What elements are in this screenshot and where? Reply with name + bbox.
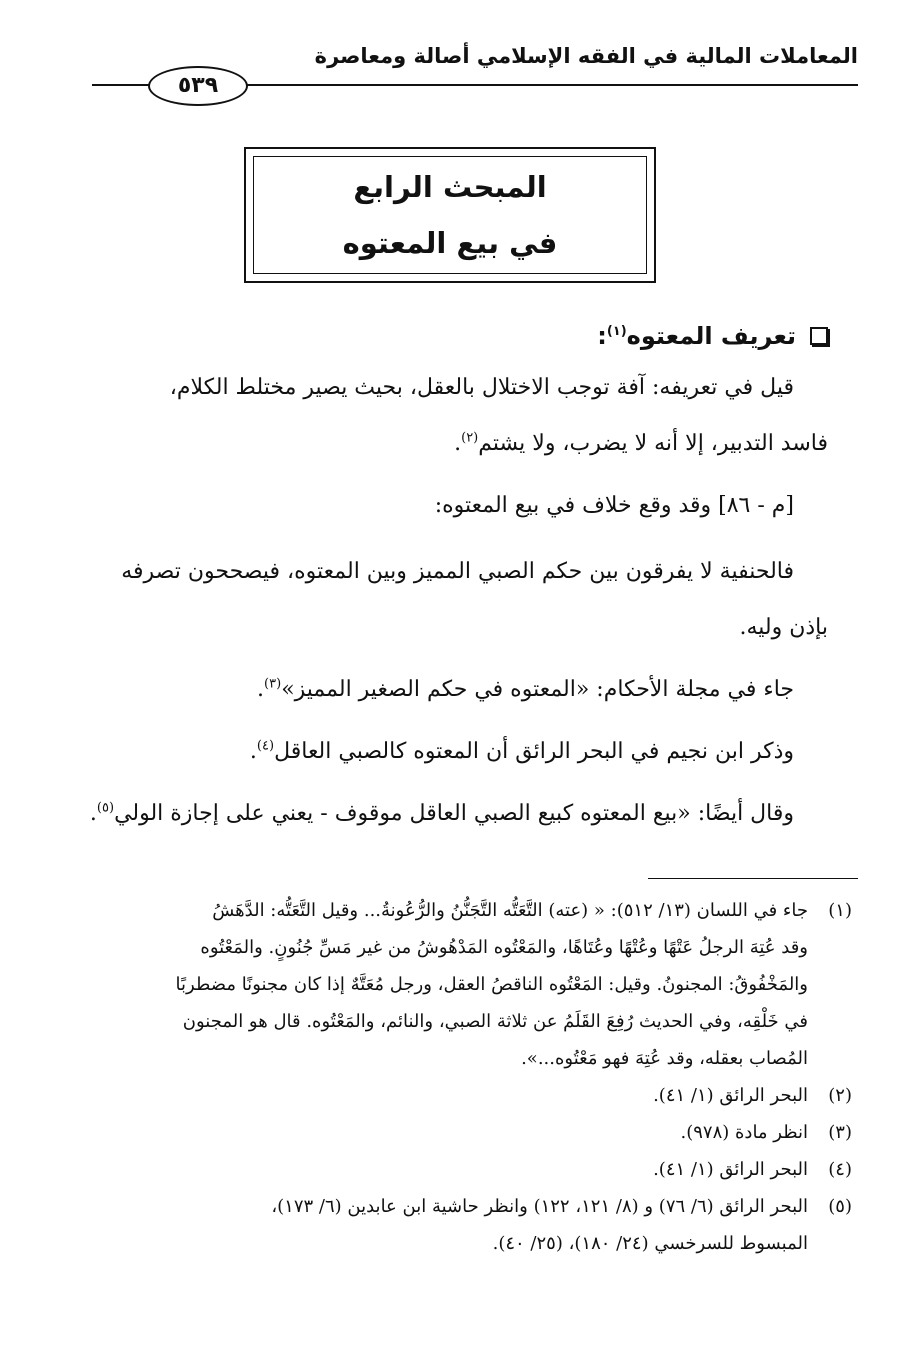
footnote-ref-1[interactable]: (١)	[606, 324, 627, 339]
footnote-text	[84, 1114, 808, 1151]
section-heading-colon: :	[597, 322, 607, 350]
also-line	[88, 786, 828, 842]
definition-line-1: قيل في تعريفه: آفة توجب الاختلال بالعقل، بحيث يصير مختلط الكلام،	[169, 375, 794, 400]
also-quote: وقال أيضًا: «بيع المعتوه كبيع الصبي العاقل موقوف - يعني على إجازة الولي	[114, 801, 794, 826]
hanafi-line-1: فالحنفية لا يفرقون بين حكم الصبي المميز وبين المعتوه، فيصححون تصرفه	[121, 559, 794, 584]
footnotes	[84, 892, 852, 1262]
chapter-title: المبحث الرابع	[353, 170, 547, 204]
running-title: المعاملات المالية في الفقه الإسلامي أصالة ومعاصرة	[314, 44, 858, 68]
footnote-line: المُصاب بعقله، وقد عُتِهَ فهو مَعْتُوه...».	[521, 1048, 808, 1069]
chapter-title-box	[244, 147, 656, 283]
footnote-line: البحر الرائق (٦/ ٧٦) و (٨/ ١٢١، ١٢٢) وانظر حاشية ابن عابدين (٦/ ١٧٣)،	[271, 1196, 808, 1217]
majalla-end: .	[257, 677, 265, 702]
footnote-number: (٣)	[828, 1122, 852, 1143]
footnote-ref-2[interactable]: (٢)	[461, 430, 479, 446]
footnote-ref-5[interactable]: (٥)	[96, 800, 115, 816]
section-heading-text: تعريف المعتوه	[626, 322, 796, 350]
footnote-2	[84, 1077, 852, 1114]
footnote-number: (٢)	[828, 1085, 852, 1106]
hanafi-line-2: بإذن وليه.	[739, 615, 828, 640]
footnote-line: المبسوط للسرخسي (٢٤/ ١٨٠)، (٢٥/ ٤٠).	[492, 1233, 808, 1254]
footnote-line: جاء في اللسان (١٣/ ٥١٢): « (عته) التَّعَتُّه التَّجَنُّنُ والرُّعُونةُ... وقيل التَّعَتُّه: الدَّهَشُ	[212, 900, 808, 921]
footnote-ref-3[interactable]: (٣)	[264, 676, 282, 692]
chapter-subtitle: في بيع المعتوه	[342, 226, 558, 260]
footnote-3	[84, 1114, 852, 1151]
footnote-line: البحر الرائق (١/ ٤١).	[653, 1159, 808, 1180]
footnote-text	[84, 1077, 808, 1114]
footnote-ref-4[interactable]: (٤)	[256, 738, 275, 754]
dispute-line: [م - ٨٦] وقد وقع خلاف في بيع المعتوه:	[434, 493, 794, 518]
running-header	[92, 44, 858, 98]
footnote-number: (١)	[828, 900, 852, 921]
footnote-text	[84, 1151, 808, 1188]
footnote-text	[84, 892, 808, 1077]
footnote-separator	[648, 878, 858, 879]
body-text	[88, 312, 828, 842]
footnote-text	[84, 1188, 808, 1262]
footnote-4	[84, 1151, 852, 1188]
ibn-nujaym-line	[88, 724, 828, 780]
footnote-line: والمَخْفُوقُ: المجنونُ. وقيل: المَعْتُوه الناقصُ العقل، ورجل مُعَتَّهٌ إذا كان مجنونًا مضطربًا	[175, 974, 808, 995]
majalla-quote: جاء في مجلة الأحكام: «المعتوه في حكم الصغير المميز»	[281, 677, 794, 702]
footnote-line: في خَلْقِه، وفي الحديث رُفِعَ القَلَمُ عن ثلاثة الصبي، والنائم، والمَعْتُوه. قال هو المجنون	[182, 1011, 808, 1032]
square-bullet-icon	[810, 327, 828, 345]
majalla-line	[88, 662, 828, 718]
footnote-line: البحر الرائق (١/ ٤١).	[653, 1085, 808, 1106]
footnote-number: (٥)	[828, 1196, 852, 1217]
chapter-title-inner-frame	[253, 156, 647, 274]
footnote-1	[84, 892, 852, 1077]
footnote-line: وقد عُتِهَ الرجلُ عَتْهًا وعُتْهًا وعُتَاهًا، والمَعْتُوه المَدْهُوشُ من غير مَسِّ جُنُونٍ. والمَعْتُوه	[200, 937, 808, 958]
also-end: .	[89, 801, 97, 826]
definition-line-2	[88, 416, 828, 472]
section-heading	[88, 312, 828, 360]
ibn-nujaym-text: وذكر ابن نجيم في البحر الرائق أن المعتوه كالصبي العاقل	[274, 739, 794, 764]
page-number: ٥٣٩	[148, 66, 248, 106]
footnote-5	[84, 1188, 852, 1262]
footnote-number: (٤)	[828, 1159, 852, 1180]
definition-line-2-text: فاسد التدبير، إلا أنه لا يضرب، ولا يشتم	[478, 431, 828, 456]
ibn-nujaym-end: .	[249, 739, 257, 764]
definition-line-2-end: .	[454, 431, 462, 456]
footnote-line: انظر مادة (٩٧٨).	[680, 1122, 808, 1143]
